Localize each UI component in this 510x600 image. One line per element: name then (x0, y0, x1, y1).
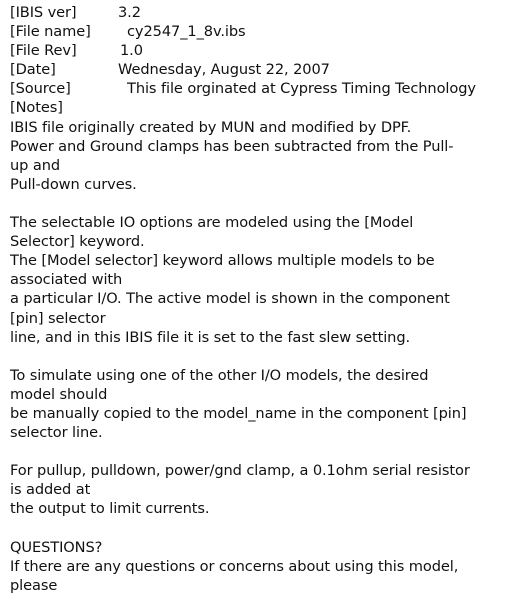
header-value: 1.0 (120, 42, 143, 60)
notes-line: Selector] keyword. (10, 233, 145, 251)
notes-line: The selectable IO options are modeled using the [Model (10, 214, 414, 232)
header-row-source (10, 79, 508, 98)
blank-line (10, 347, 508, 366)
notes-line: line, and in this IBIS file it is set to the fast slew setting. (10, 328, 411, 346)
notes-line: IBIS file originally created by MUN and modified by DPF. (10, 118, 412, 136)
header-row-file-rev (10, 41, 508, 60)
blank-line (10, 442, 508, 461)
blank-line (10, 519, 508, 538)
notes-line: model should (10, 385, 108, 403)
header-row-date (10, 60, 508, 79)
header-row-notes (10, 98, 508, 117)
notes-line: [pin] selector (10, 309, 106, 327)
notes-line: To simulate using one of the other I/O models, the desired (10, 366, 429, 384)
notes-line: selector line. (10, 424, 103, 442)
header-value: 3.2 (118, 4, 141, 21)
questions-heading: QUESTIONS? (10, 538, 103, 556)
notes-line: the output to limit currents. (10, 500, 210, 518)
header-key: [Source] (10, 80, 71, 98)
header-row-file-name (10, 22, 508, 41)
header-key: [Date] (10, 61, 56, 79)
header-row-ibis-ver (10, 3, 508, 22)
notes-line: Power and Ground clamps has been subtracted from the Pull- (10, 137, 454, 155)
header-value: Wednesday, August 22, 2007 (118, 61, 330, 79)
header-value: This file orginated at Cypress Timing Technology (127, 80, 476, 98)
notes-line: be manually copied to the model_name in the component [pin] (10, 404, 467, 422)
notes-line: is added at (10, 481, 91, 499)
notes-body (10, 118, 508, 595)
header-key: [File Rev] (10, 42, 77, 60)
notes-line: associated with (10, 271, 123, 289)
header-key: [IBIS ver] (10, 4, 77, 21)
header-key: [File name] (10, 23, 91, 41)
ibis-document (10, 3, 508, 595)
notes-line: a particular I/O. The active model is shown in the component (10, 290, 450, 308)
header-key: [Notes] (10, 99, 63, 117)
notes-line: If there are any questions or concerns about using this model, (10, 557, 459, 575)
notes-line: up and (10, 156, 61, 174)
header-value: cy2547_1_8v.ibs (127, 23, 246, 41)
notes-line: please (10, 576, 58, 594)
notes-line: Pull-down curves. (10, 175, 137, 193)
blank-line (10, 194, 508, 213)
notes-line: The [Model selector] keyword allows multiple models to be (10, 252, 435, 270)
notes-line: For pullup, pulldown, power/gnd clamp, a 0.1ohm serial resistor (10, 462, 470, 480)
